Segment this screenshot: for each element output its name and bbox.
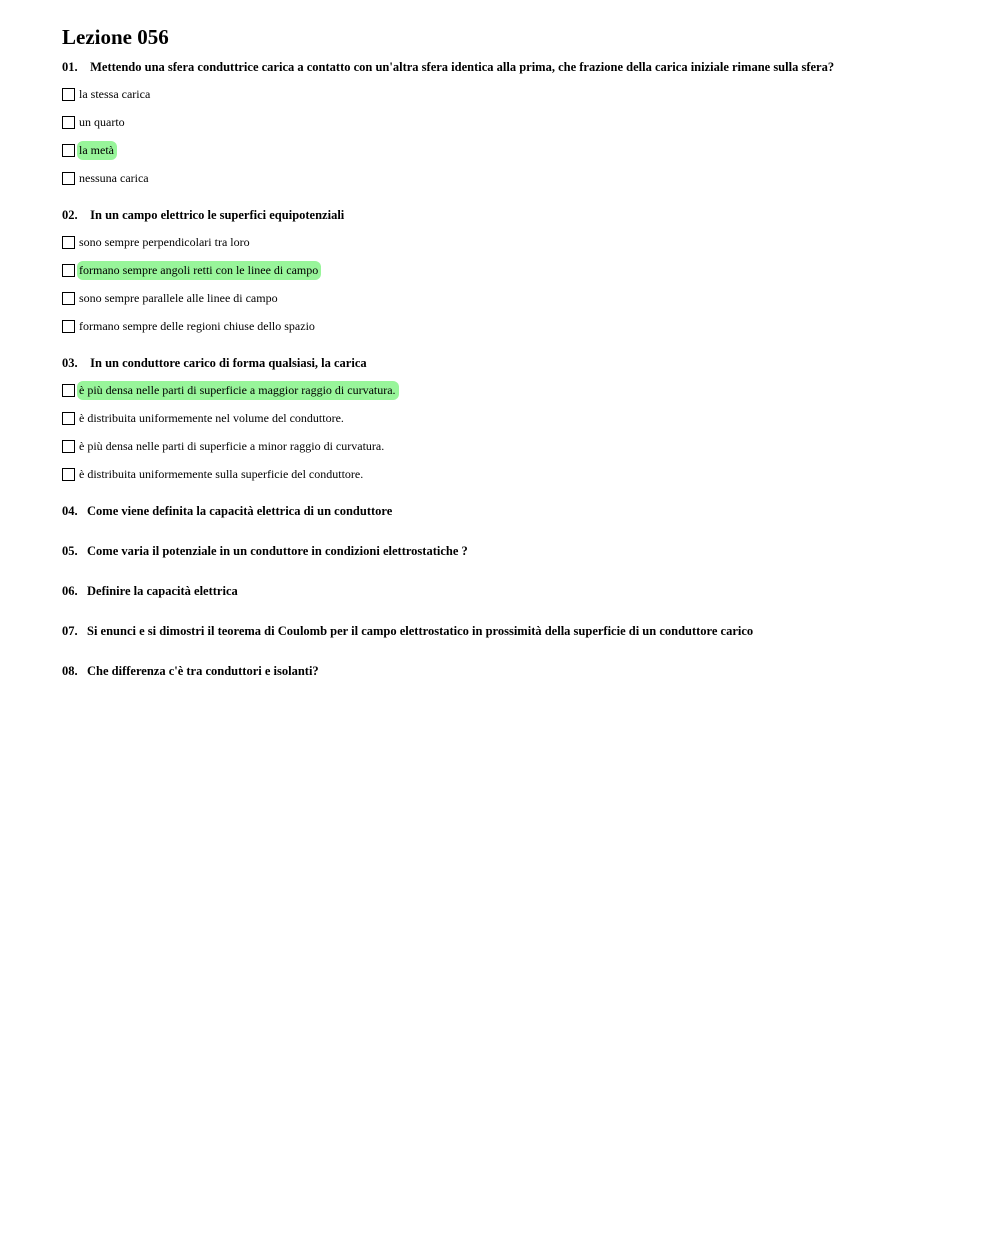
answer-list <box>62 376 962 488</box>
checkbox-icon[interactable] <box>62 88 75 101</box>
question-text: Mettendo una sfera conduttrice carica a contatto con un'altra sfera identica alla prima, che frazione della carica iniziale rimane sulla sfera? <box>90 60 835 74</box>
question-text: Come viene definita la capacità elettrica di un conduttore <box>87 504 393 518</box>
answer-option[interactable] <box>62 432 962 460</box>
question-05 <box>62 543 962 583</box>
question-07 <box>62 623 962 663</box>
answer-option-correct[interactable] <box>62 256 962 284</box>
checkbox-icon[interactable] <box>62 440 75 453</box>
answer-option-correct[interactable] <box>62 376 962 404</box>
answer-text: la stessa carica <box>79 86 151 101</box>
answer-text: è distribuita uniformemente sulla superficie del conduttore. <box>79 466 364 481</box>
question-number: 02. <box>62 208 78 222</box>
quiz-page <box>62 24 962 703</box>
question-08 <box>62 663 962 703</box>
answer-option[interactable] <box>62 228 962 256</box>
question-01 <box>62 59 962 75</box>
question-number: 01. <box>62 60 78 74</box>
answer-option[interactable] <box>62 164 962 192</box>
checkbox-icon[interactable] <box>62 144 75 157</box>
answer-text: sono sempre perpendicolari tra loro <box>79 234 250 249</box>
question-text: In un conduttore carico di forma qualsiasi, la carica <box>90 356 367 370</box>
question-text: Definire la capacità elettrica <box>87 584 238 598</box>
checkbox-icon[interactable] <box>62 412 75 425</box>
answer-option[interactable] <box>62 404 962 432</box>
checkbox-icon[interactable] <box>62 320 75 333</box>
question-02 <box>62 207 962 223</box>
open-question-list <box>62 503 962 703</box>
question-text: Si enunci e si dimostri il teorema di Coulomb per il campo elettrostatico in prossimità della superficie di un conduttore carico <box>87 624 754 638</box>
checkbox-icon[interactable] <box>62 384 75 397</box>
answer-option[interactable] <box>62 80 962 108</box>
answer-text: sono sempre parallele alle linee di campo <box>79 290 278 305</box>
checkbox-icon[interactable] <box>62 292 75 305</box>
question-number: 05. <box>62 544 78 558</box>
question-block-01 <box>62 59 962 192</box>
checkbox-icon[interactable] <box>62 116 75 129</box>
lesson-title: Lezione 056 <box>62 25 169 49</box>
question-04 <box>62 503 962 543</box>
question-block-03 <box>62 355 962 488</box>
answer-option[interactable] <box>62 284 962 312</box>
answer-list <box>62 80 962 192</box>
answer-text-highlighted: la metà <box>77 141 117 160</box>
answer-text-highlighted: è più densa nelle parti di superficie a maggior raggio di curvatura. <box>77 381 399 400</box>
checkbox-icon[interactable] <box>62 172 75 185</box>
question-number: 08. <box>62 664 78 678</box>
answer-text: è più densa nelle parti di superficie a minor raggio di curvatura. <box>79 438 385 453</box>
question-number: 07. <box>62 624 78 638</box>
answer-text: un quarto <box>79 114 125 129</box>
answer-text: è distribuita uniformemente nel volume del conduttore. <box>79 410 344 425</box>
checkbox-icon[interactable] <box>62 468 75 481</box>
question-03 <box>62 355 962 371</box>
answer-option[interactable] <box>62 312 962 340</box>
question-block-02 <box>62 207 962 340</box>
answer-option[interactable] <box>62 460 962 488</box>
answer-text: nessuna carica <box>79 170 149 185</box>
question-number: 04. <box>62 504 78 518</box>
answer-option[interactable] <box>62 108 962 136</box>
question-06 <box>62 583 962 623</box>
question-text: Come varia il potenziale in un conduttore in condizioni elettrostatiche ? <box>87 544 468 558</box>
question-text: In un campo elettrico le superfici equipotenziali <box>90 208 345 222</box>
question-number: 06. <box>62 584 78 598</box>
answer-list <box>62 228 962 340</box>
answer-text-highlighted: formano sempre angoli retti con le linee di campo <box>77 261 321 280</box>
checkbox-icon[interactable] <box>62 264 75 277</box>
answer-text: formano sempre delle regioni chiuse dello spazio <box>79 318 315 333</box>
answer-option-correct[interactable] <box>62 136 962 164</box>
question-number: 03. <box>62 356 78 370</box>
question-text: Che differenza c'è tra conduttori e isolanti? <box>87 664 319 678</box>
checkbox-icon[interactable] <box>62 236 75 249</box>
